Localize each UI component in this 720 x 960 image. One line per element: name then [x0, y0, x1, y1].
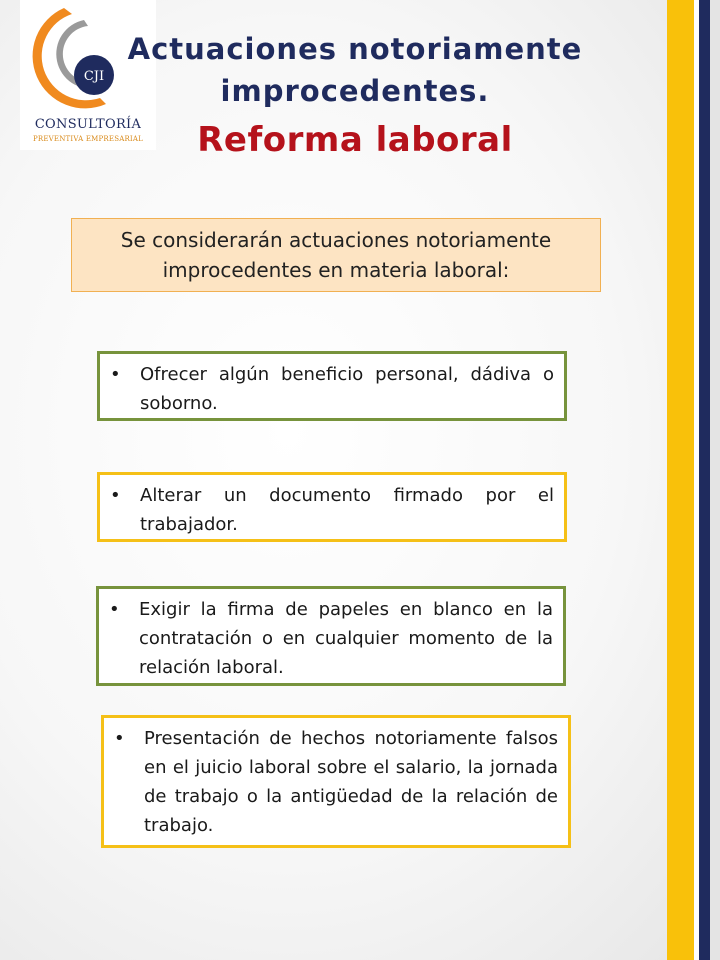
page-subtitle: Reforma laboral: [197, 120, 513, 160]
bullet-icon: •: [109, 599, 120, 620]
bullet-icon: •: [110, 364, 121, 385]
side-bar-edge: [710, 0, 720, 960]
logo-tagline: PREVENTIVA EMPRESARIAL: [32, 135, 144, 143]
logo-monogram: CJI: [83, 69, 105, 84]
list-item-text: Presentación de hechos notoriamente falsos en el juicio laboral sobre el salario, la jornada de trabajo o la antigüedad de la relación de trabajo.: [144, 728, 558, 836]
list-item: [97, 351, 567, 421]
list-item-text: Exigir la firma de papeles en blanco en la contratación o en cualquier momento de la relación laboral.: [139, 599, 553, 678]
page-title: [110, 28, 600, 112]
title-line-1: Actuaciones notoriamente: [127, 32, 583, 66]
intro-line-1: Se considerarán actuaciones notoriamente: [120, 228, 552, 252]
list-item: [97, 472, 567, 542]
list-item: [96, 586, 566, 686]
list-item: [101, 715, 571, 848]
intro-box: [71, 218, 601, 292]
side-bar-yellow: [667, 0, 694, 960]
side-bar-navy: [699, 0, 710, 960]
intro-line-2: improcedentes en materia laboral:: [162, 258, 510, 282]
bullet-icon: •: [110, 485, 121, 506]
list-item-text: Alterar un documento firmado por el trabajador.: [140, 485, 554, 535]
logo-company-name: CONSULTORÍA: [34, 117, 142, 132]
list-item-text: Ofrecer algún beneficio personal, dádiva o soborno.: [140, 364, 554, 414]
bullet-icon: •: [114, 728, 125, 749]
title-line-2: improcedentes.: [220, 74, 490, 108]
